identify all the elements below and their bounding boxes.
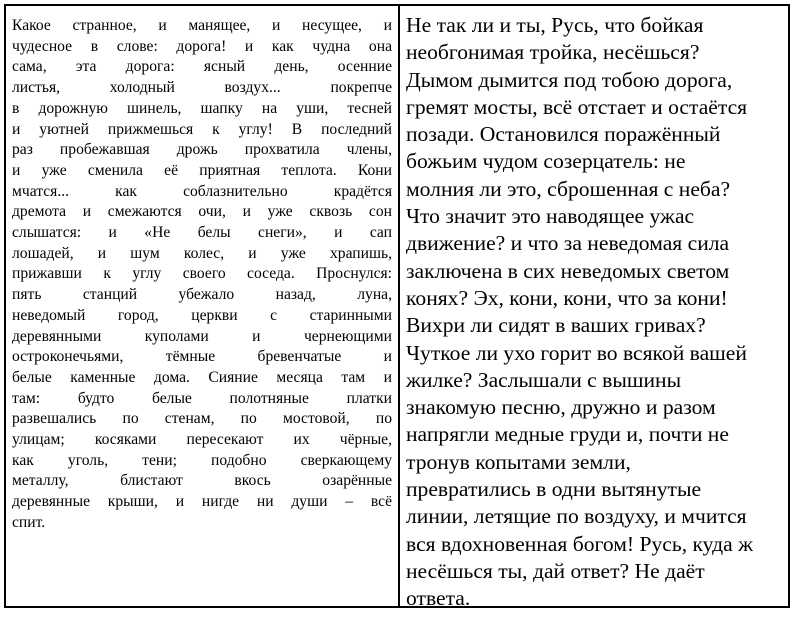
text-line: заключена в сих неведомых светом: [406, 258, 730, 283]
text-line: Чуткое ли ухо горит во всякой вашей: [406, 340, 747, 365]
text-line: ответа.: [406, 586, 471, 606]
text-line: белые каменные дома. Сияние месяца там и: [12, 368, 392, 386]
text-line: прижавши к углу своего соседа. Проснулся:: [12, 265, 392, 283]
text-line: деревянные крыши, и нигде ни души – всё: [12, 493, 392, 511]
text-line: чудесное в слове: дорога! и как чудна она: [12, 37, 392, 55]
text-line: Какое странное, и манящее, и несущее, и: [12, 17, 392, 34]
text-line: развешались по стенам, по мостовой, по: [12, 410, 392, 428]
text-line: конях? Эх, кони, кони, что за кони!: [406, 285, 728, 310]
text-line: позади. Остановился поражённый: [406, 122, 721, 147]
text-line: Что значит это наводящее ужас: [406, 204, 695, 229]
left-text-cell: [6, 6, 400, 606]
text-line: и уже сменила её приятная теплота. Кони: [12, 161, 392, 179]
text-line: несёшься ты, дай ответ? Не даёт: [406, 558, 705, 583]
text-line: лошадей, и шум колес, и уже храпишь,: [12, 244, 392, 262]
text-line: молния ли это, сброшенная с неба?: [406, 176, 731, 201]
text-line: превратились в одни вытянутые: [406, 477, 702, 502]
text-line: неведомый город, церкви с старинными: [12, 306, 392, 324]
text-line: необгонимая тройка, несёшься?: [406, 40, 700, 65]
text-line: знакомую песню, дружно и разом: [406, 395, 716, 420]
text-line: линии, летящие по воздуху, и мчится: [406, 504, 747, 529]
text-line: вся вдохновенная богом! Русь, куда ж: [406, 531, 754, 556]
text-line: Вихри ли сидят в ваших гривах?: [406, 313, 706, 338]
text-line: мчатся... как соблазнительно крадётся: [12, 182, 392, 200]
text-line: божьим чудом созерцатель: не: [406, 149, 686, 174]
text-table: [4, 4, 790, 608]
text-line: гремят мосты, всё отстает и остаётся: [406, 94, 748, 119]
right-text-cell: [400, 6, 788, 606]
text-line: как уголь, тени; подобно сверкающему: [12, 451, 392, 469]
text-line: металлу, блистают вкось озарённые: [12, 472, 392, 490]
text-line: улицам; косяками пересекают их чёрные,: [12, 431, 392, 449]
text-line: в дорожную шинель, шапку на уши, тесней: [12, 99, 392, 117]
text-line: дремота и смежаются очи, и уже сквозь сон: [12, 203, 392, 221]
text-line: и уютней прижмешься к углу! В последний: [12, 120, 392, 138]
text-line: остроконечьями, тёмные бревенчатые и: [12, 348, 392, 366]
text-line: листья, холодный воздух... покрепче: [12, 79, 392, 97]
text-line: слышатся: и «Не белы снеги», и сап: [12, 224, 392, 242]
text-line: напрягли медные груди и, почти не: [406, 422, 729, 447]
text-line: сама, эта дорога: ясный день, осенние: [12, 58, 392, 76]
text-line: тронув копытами земли,: [406, 449, 631, 474]
text-line: жилке? Заслышали с вышины: [406, 367, 682, 392]
text-line: спит.: [12, 513, 46, 531]
text-line: пять станций убежало назад, луна,: [12, 286, 392, 304]
text-line: деревянными куполами и чернеющими: [12, 327, 392, 345]
text-line: раз пробежавшая дрожь прохватила члены,: [12, 141, 392, 159]
text-line: движение? и что за неведомая сила: [406, 231, 730, 256]
text-line: Дымом дымится под тобою дорога,: [406, 67, 733, 92]
text-line: там: будто белые полотняные платки: [12, 389, 392, 407]
text-line: Не так ли и ты, Русь, что бойкая: [406, 13, 704, 37]
